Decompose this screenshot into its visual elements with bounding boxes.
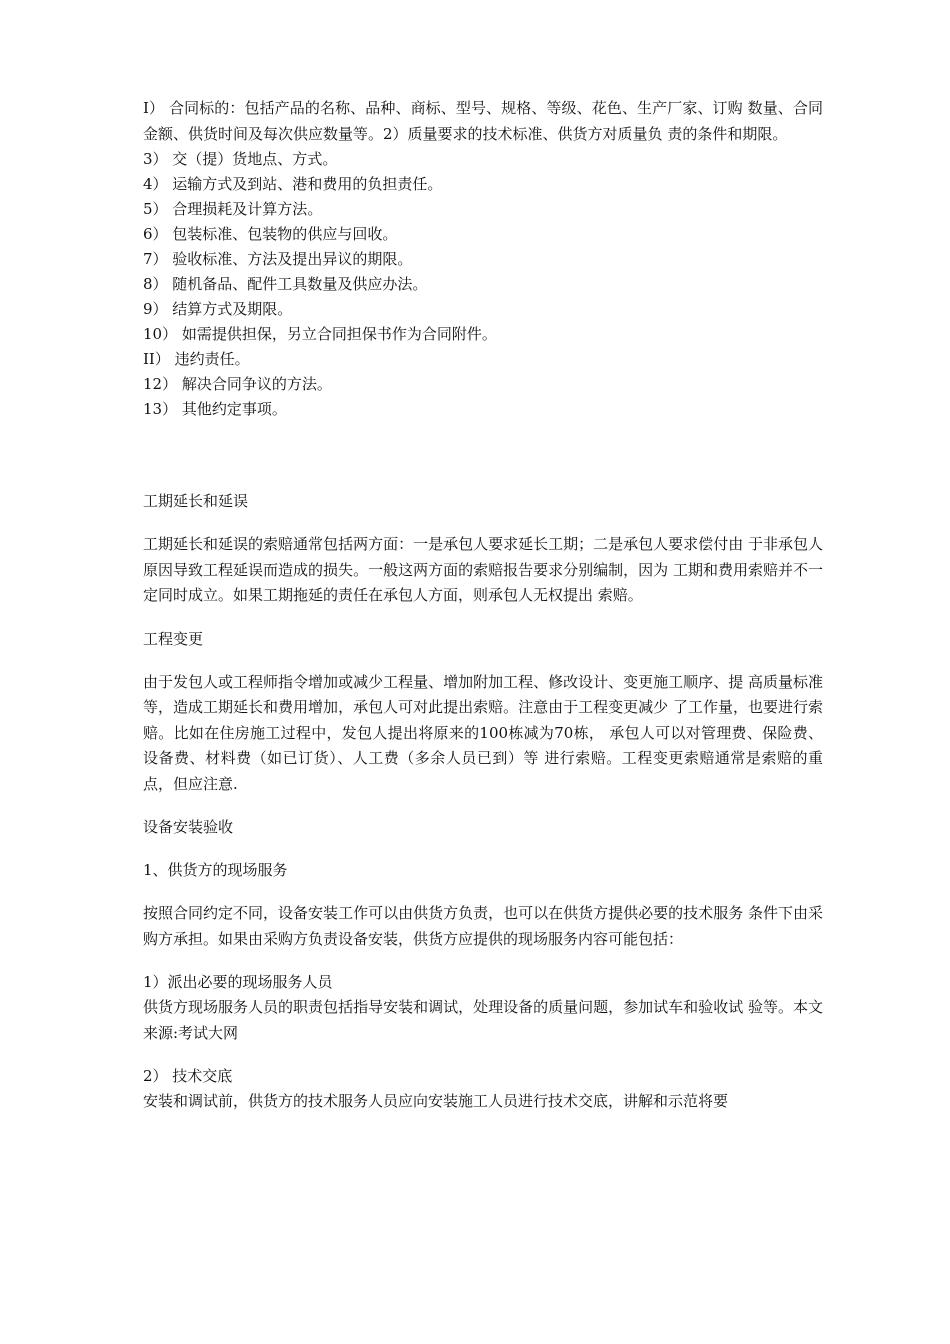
list-item-5: 5） 合理损耗及计算方法。 (143, 200, 323, 218)
section-body-change: 由于发包人或工程师指令增加或减少工程量、增加附加工程、修改设计、变更施工顺序、提 高质量标准等，造成工期延长和费用增加，承包人可对此提出索赔。注意由于工程变更减少 了工作量，也要进行索赔。比如在住房施工过程中，发包人提出将原来的100栋减为70栋， 承包人可以对管理费、保险费、设备费、材料费（如已订货）、人工费（多余人员已到）等 进行索赔。工程变更索赔通常是索赔的重点，但应注意. (143, 672, 823, 793)
subsection-body-onsite-service: 按照合同约定不同，设备安装工作可以由供货方负责，也可以在供货方提供必要的技术服务 条件下由采购方承担。如果由采购方负责设备安装，供货方应提供的现场服务内容可能包括： (143, 904, 823, 948)
list-item-9: 9） 结算方式及期限。 (143, 300, 293, 318)
list-item-8: 8） 随机备品、配件工具数量及供应办法。 (143, 275, 428, 293)
subsection-heading-onsite-service: 1、供货方的现场服务 (143, 861, 288, 879)
section-body-delay: 工期延长和延误的索赔通常包括两方面：一是承包人要求延长工期；二是承包人要求偿付由 于非承包人原因导致工程延误而造成的损失。一般这两方面的索赔报告要求分别编制，因为 工期和费用索赔并不一定同时成立。如果工期拖延的责任在承包人方面，则承包人无权提出 索赔。 (143, 535, 823, 604)
section-heading-install: 设备安装验收 (143, 818, 234, 836)
list-item-13: 13） 其他约定事项。 (143, 400, 287, 418)
list-item-12: 12） 解决合同争议的方法。 (143, 375, 332, 393)
point-body-briefing: 安装和调试前，供货方的技术服务人员应向安装施工人员进行技术交底，讲解和示范将要 (143, 1092, 729, 1110)
list-item-1: I） 合同标的：包括产品的名称、品种、商标、型号、规格、等级、花色、生产厂家、订购 数量、合同金额、供货时间及每次供应数量等。2）质量要求的技术标准、供货方对质量负 责的条件和期限。 (143, 99, 823, 143)
document-page (143, 96, 823, 1115)
list-item-3: 3） 交（提）货地点、方式。 (143, 150, 338, 168)
point-body-staff: 供货方现场服务人员的职责包括指导安装和调试，处理设备的质量问题，参加试车和验收试 验等。本文来源:考试大网 (143, 998, 823, 1042)
list-item-11: II） 违约责任。 (143, 350, 250, 368)
section-heading-delay: 工期延长和延误 (143, 492, 249, 510)
section-heading-change: 工程变更 (143, 629, 204, 648)
point-heading-staff: 1）派出必要的现场服务人员 (143, 973, 333, 991)
point-heading-briefing: 2） 技术交底 (143, 1067, 233, 1085)
list-item-7: 7） 验收标准、方法及提出异议的期限。 (143, 250, 413, 268)
list-item-4: 4） 运输方式及到站、港和费用的负担责任。 (143, 175, 443, 193)
list-item-10: 10） 如需提供担保，另立合同担保书作为合同附件。 (143, 325, 497, 343)
list-item-6: 6） 包装标准、包装物的供应与回收。 (143, 225, 398, 243)
